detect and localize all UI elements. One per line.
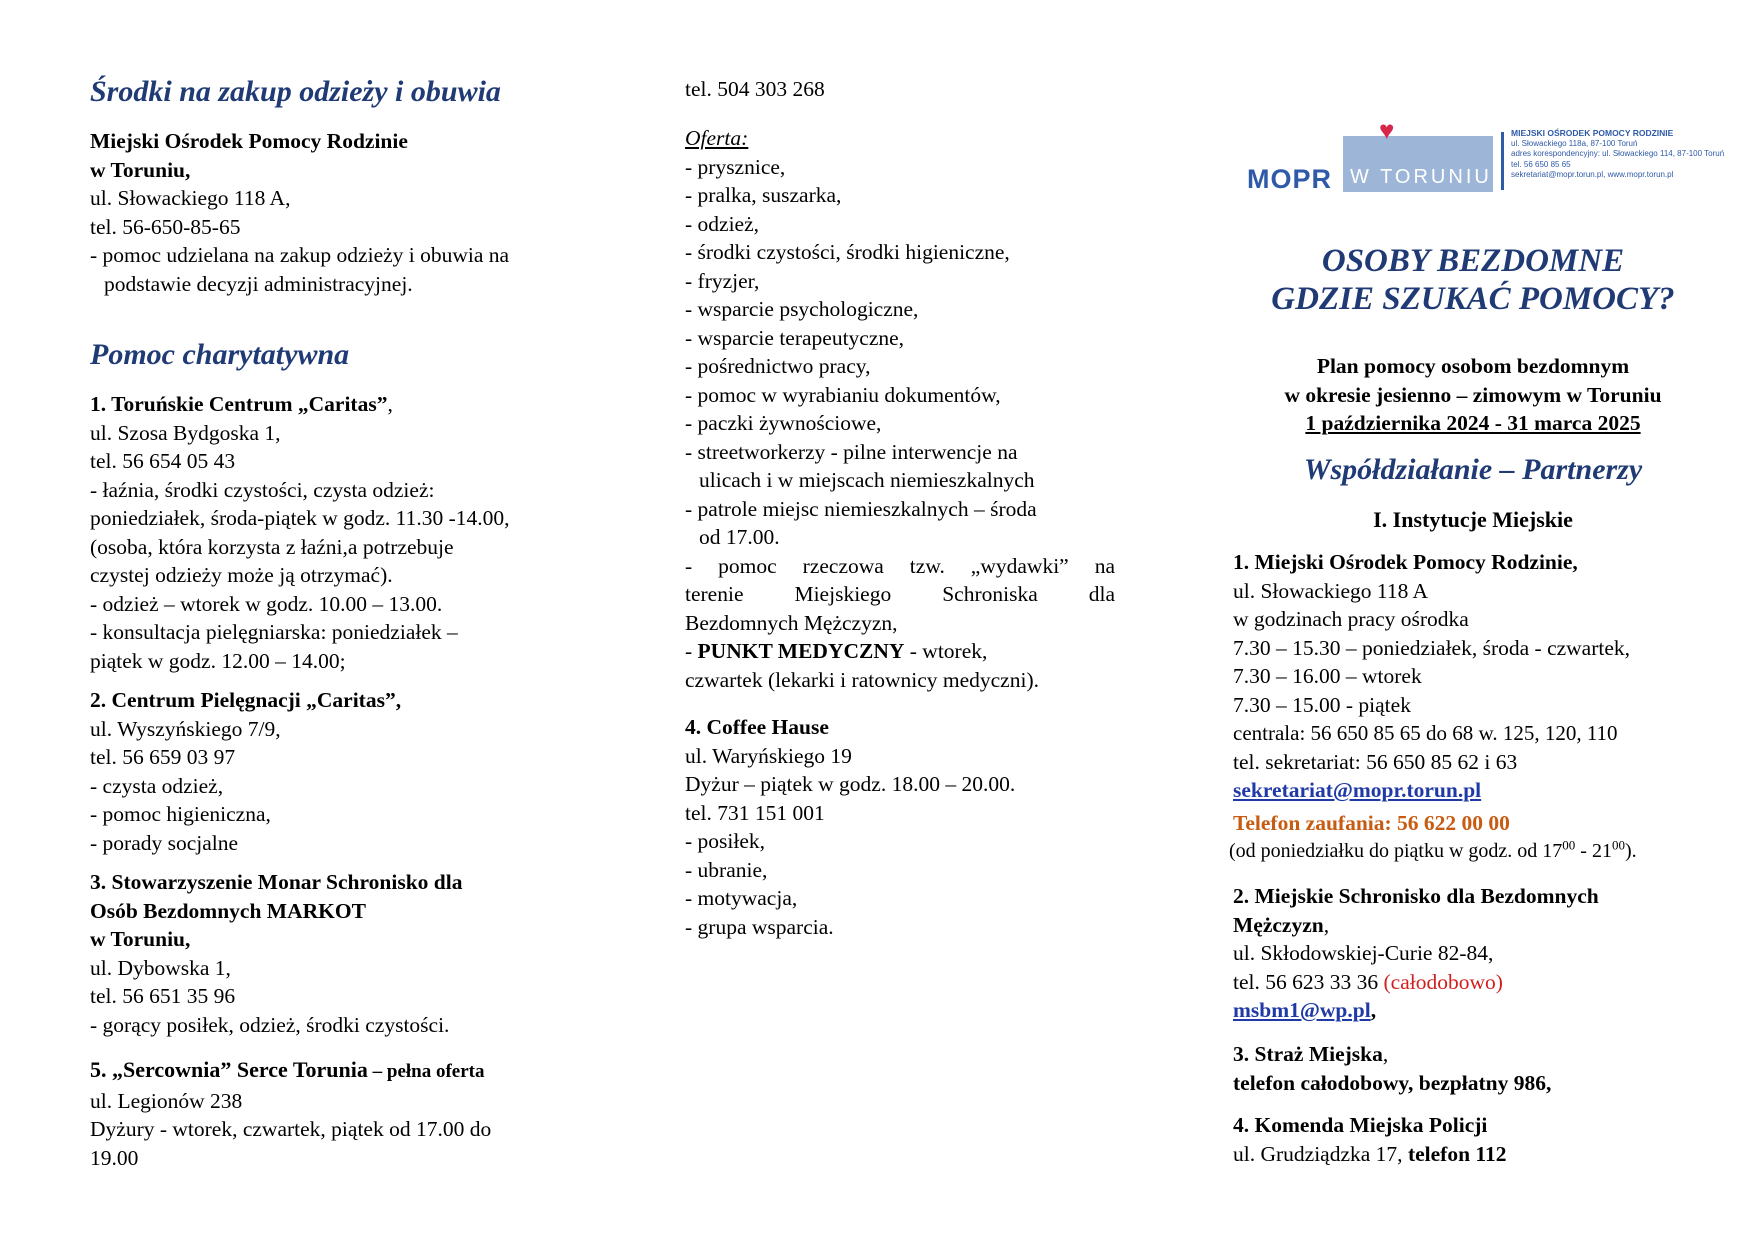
section-heading: I. Instytucje Miejskie — [1373, 507, 1573, 532]
org-description: - pomoc udzielana na zakup odzieży i obuwia na — [90, 243, 510, 267]
entry-line: Dyżury - wtorek, czwartek, piątek od 17.00 do — [90, 1117, 492, 1141]
entry-coffee-hause — [685, 713, 1115, 941]
offer-item: - streetworkerzy - pilne interwencje na — [685, 439, 1018, 464]
email-link[interactable] — [1233, 776, 1733, 805]
offer-item-cont: od 17.00. — [699, 525, 780, 549]
logo-name: MOPR — [1247, 164, 1332, 194]
institution-address: ul. Grudziądzka 17, telefon 112 — [1233, 1141, 1507, 1166]
logo-divider — [1501, 132, 1504, 190]
title-line: GDZIE SZUKAĆ POMOCY? — [1271, 281, 1675, 317]
entry-line: - konsultacja pielęgniarska: poniedziałek – — [90, 620, 458, 644]
entry-line: piątek w godz. 12.00 – 14.00; — [90, 648, 346, 673]
entry-line: - gorący posiłek, odzież, środki czystości. — [90, 1012, 450, 1037]
sercownia-continued — [685, 75, 1115, 104]
entry-line: tel. 731 151 001 — [685, 800, 825, 825]
offer-item: - wsparcie terapeutyczne, — [685, 325, 905, 350]
mopr-email-link[interactable]: sekretariat@mopr.torun.pl — [1233, 778, 1482, 802]
entry-title: 5. „Sercownia” Serce Torunia – pełna oferta — [90, 1057, 485, 1082]
entry-line: - porady socjalne — [90, 830, 239, 855]
helpline-hours: (od poniedziałku do piątku w godz. od $17^{00} - 21^{00}$). — [1229, 837, 1637, 862]
institution-mopr — [1229, 548, 1733, 866]
institution-line: 7.30 – 15.30 – poniedziałek, środa - czwartek, — [1233, 635, 1631, 660]
org-phone: tel. 56-650-85-65 — [90, 214, 241, 239]
entry-line: 19.00 — [90, 1145, 139, 1170]
institution-line: w godzinach pracy ośrodka — [1233, 607, 1469, 631]
offer-item: - patrole miejsc niemieszkalnych – środa — [685, 496, 1037, 521]
institution-city-guard — [1233, 1040, 1733, 1097]
section-mopr-clothing — [90, 127, 570, 298]
entry-line: czystej odzieży może ją otrzymać). — [90, 563, 393, 587]
mopr-logo — [1247, 118, 1747, 192]
entry-caritas-care-centre — [90, 686, 570, 857]
offer-item-cont: terenie Miejskiego Schroniska dla — [685, 582, 1115, 606]
entry-line: ul. Szosa Bydgoska 1, — [90, 420, 281, 445]
entry-line: ul. Waryńskiego 19 — [685, 743, 852, 768]
entry-caritas-centre — [90, 390, 570, 675]
offer-item: - paczki żywnościowe, — [685, 411, 882, 435]
heart-icon: ♥ — [1379, 116, 1395, 145]
offer-item-cont: Bezdomnych Mężczyzn, — [685, 610, 898, 635]
offer-item: - pralka, suszarka, — [685, 183, 842, 207]
entry-line: poniedziałek, środa-piątek w godz. 11.30 -14.00, — [90, 506, 510, 530]
institution-line: ul. Słowackiego 118 A — [1233, 578, 1429, 603]
entry-line: - posiłek, — [685, 829, 766, 853]
entry-line: ul. Dybowska 1, — [90, 955, 231, 980]
institution-switchboard: centrala: 56 650 85 65 do 68 w. 125, 120, 110 — [1233, 721, 1618, 745]
cover-title — [1213, 242, 1733, 318]
shelter-email-link[interactable]: msbm1@wp.pl — [1233, 998, 1371, 1022]
institution-line: 7.30 – 15.00 - piątek — [1233, 692, 1411, 717]
institution-title: 3. Straż Miejska, — [1233, 1042, 1389, 1066]
institution-address: ul. Skłodowskiej-Curie 82-84, — [1233, 941, 1494, 965]
institution-police — [1233, 1111, 1733, 1168]
institution-title-cont: Mężczyzn, — [1233, 912, 1330, 937]
partners-heading: Współdziałanie – Partnerzy — [1303, 453, 1643, 486]
entry-sercownia — [90, 1056, 570, 1172]
offer-item: - prysznice, — [685, 154, 786, 179]
plan-dates: 1 października 2024 - 31 marca 2025 — [1305, 411, 1641, 435]
offer-item: - pomoc w wyrabianiu dokumentów, — [685, 382, 1001, 407]
phone: tel. 504 303 268 — [685, 77, 825, 101]
email-link[interactable]: msbm1@wp.pl, — [1233, 998, 1377, 1022]
title-line: OSOBY BEZDOMNE — [1321, 243, 1625, 279]
entry-title: 4. Coffee Hause — [685, 715, 829, 739]
institution-shelter — [1233, 882, 1733, 1025]
entry-line: - motywacja, — [685, 886, 798, 910]
institution-secretariat: tel. sekretariat: 56 650 85 62 i 63 — [1233, 749, 1518, 774]
plan-info — [1213, 352, 1733, 438]
institution-line: 7.30 – 16.00 – wtorek — [1233, 664, 1422, 688]
org-name: Miejski Ośrodek Pomocy Rodzinie — [90, 129, 408, 153]
entry-title: 2. Centrum Pielęgnacji „Caritas”, — [90, 688, 402, 712]
logo-band-text: W TORUNIU — [1350, 166, 1492, 188]
offer-item: - odzież, — [685, 211, 760, 236]
offer-item: - wsparcie psychologiczne, — [685, 297, 919, 321]
entry-line: - pomoc higieniczna, — [90, 802, 271, 826]
offer-item-cont: czwartek (lekarki i ratownicy medyczni). — [685, 667, 1039, 692]
helpline: Telefon zaufania: 56 622 00 00 — [1233, 810, 1510, 835]
offer-item: - pośrednictwo pracy, — [685, 354, 871, 378]
entry-line: (osoba, która korzysta z łaźni,a potrzebuje — [90, 534, 454, 559]
offer-list — [685, 124, 1115, 694]
entry-line: - odzież – wtorek w godz. 10.00 – 13.00. — [90, 591, 443, 616]
institution-title: 1. Miejski Ośrodek Pomocy Rodzinie, — [1233, 550, 1578, 574]
institution-title: 4. Komenda Miejska Policji — [1233, 1113, 1488, 1137]
org-description-cont: podstawie decyzji administracyjnej. — [104, 271, 413, 296]
institution-title: 2. Miejskie Schronisko dla Bezdomnych — [1233, 884, 1599, 908]
entry-line: tel. 56 651 35 96 — [90, 984, 236, 1008]
entry-title: 1. Toruńskie Centrum „Caritas”, — [90, 392, 393, 416]
entry-monar-shelter — [90, 868, 570, 1039]
offer-item: - PUNKT MEDYCZNY - wtorek, — [685, 639, 988, 663]
entry-line: Dyżur – piątek w godz. 18.00 – 20.00. — [685, 772, 1016, 796]
offer-item-cont: ulicach i w miejscach niemieszkalnych — [699, 468, 1035, 492]
offer-heading: Oferta: — [685, 126, 749, 150]
entry-line: - czysta odzież, — [90, 773, 224, 798]
institution-line: telefon całodobowy, bezpłatny 986, — [1233, 1070, 1552, 1095]
entry-line: ul. Legionów 238 — [90, 1088, 243, 1113]
entry-line: ul. Wyszyńskiego 7/9, — [90, 716, 281, 741]
plan-line: Plan pomocy osobom bezdomnym — [1316, 354, 1630, 378]
entry-line: - łaźnia, środki czystości, czysta odzież: — [90, 477, 435, 502]
entry-line: tel. 56 659 03 97 — [90, 745, 236, 769]
entry-title-cont: w Toruniu, — [90, 927, 191, 951]
logo-contact-info: MIEJSKI OŚRODEK POMOCY RODZINIE ul. Słowackiego 118a, 87-100 Toruń adres korespondencyjny: ul. Słowackiego 114, 87-100 Toruń tel. 56 650 85 65 sekretariat@mopr.torun.pl, www.mopr.torun.pl — [1511, 128, 1725, 179]
entry-line: tel. 56 654 05 43 — [90, 449, 236, 473]
entry-line: - grupa wsparcia. — [685, 914, 834, 939]
institution-phone: tel. 56 623 33 36 (całodobowo) — [1233, 969, 1503, 994]
org-city: w Toruniu, — [90, 157, 191, 182]
offer-item: - fryzjer, — [685, 268, 760, 293]
plan-line: w okresie jesienno – zimowym w Toruniu — [1284, 382, 1662, 407]
entry-title: 3. Stowarzyszenie Monar Schronisko dla — [90, 870, 463, 894]
offer-item: - pomoc rzeczowa tzw. „wydawki” na — [685, 553, 1115, 578]
org-address: ul. Słowackiego 118 A, — [90, 186, 291, 210]
entry-title-cont: Osób Bezdomnych MARKOT — [90, 898, 366, 923]
entry-line: - ubranie, — [685, 857, 768, 882]
heading-charity-help: Pomoc charytatywna — [90, 338, 350, 371]
offer-item: - środki czystości, środki higieniczne, — [685, 240, 1010, 264]
heading-clothing-funds: Środki na zakup odzieży i obuwia — [90, 75, 501, 108]
